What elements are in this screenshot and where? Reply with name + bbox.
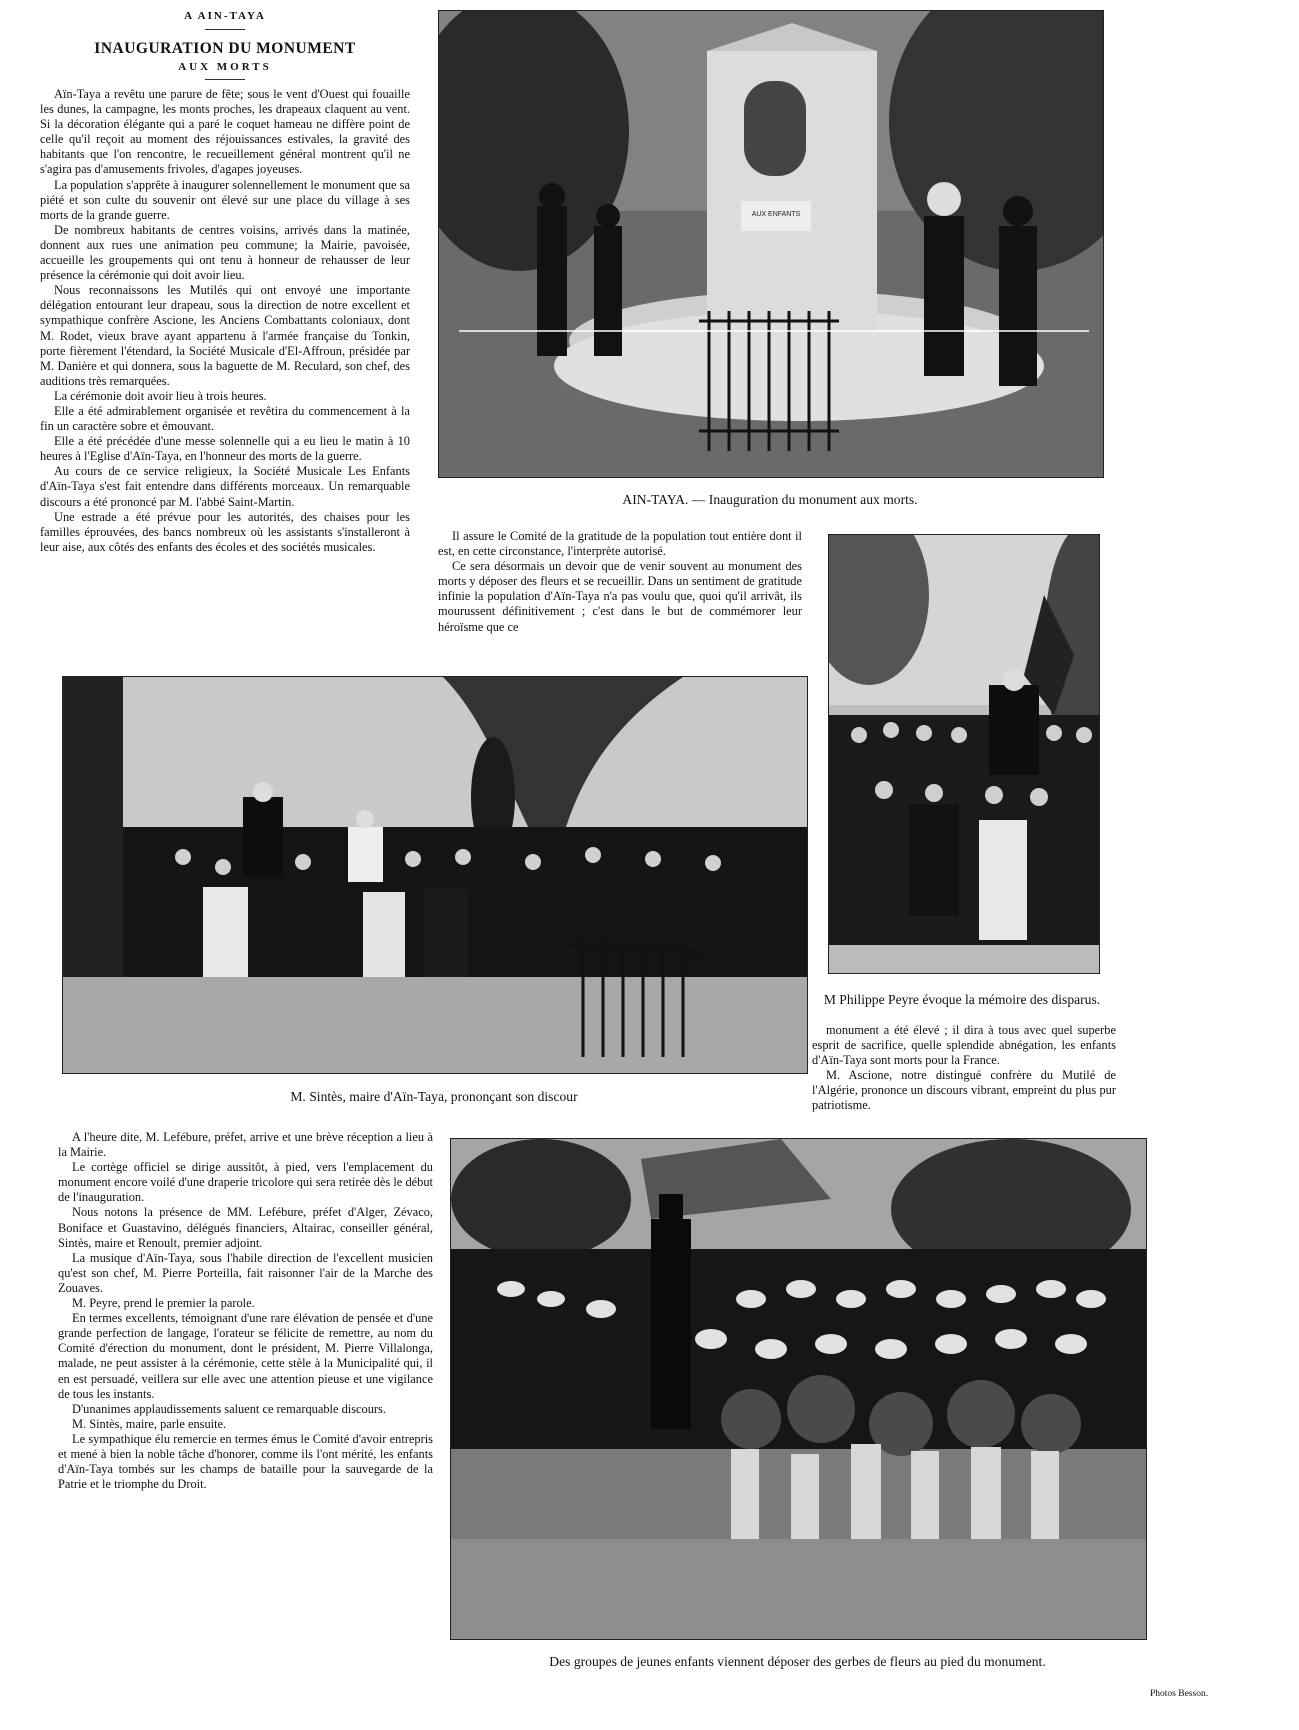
subhead: AUX MORTS (178, 61, 272, 73)
paragraph: Elle a été précédée d'une messe solennelle qui a eu lieu le matin à 10 heures à l'Eglise d'Aïn-Taya, en l'honneur des morts de la guerre. (40, 434, 410, 464)
paragraph: monument a été élevé ; il dira à tous avec quel superbe esprit de sacrifice, quelle splendide abnégation, les enfants d'Aïn-Taya sont morts pour la France. (812, 1023, 1116, 1068)
paragraph: Le sympathique élu remercie en termes émus le Comité d'avoir entrepris et mené à bien la noble tâche d'honorer, comme ils l'ont mérité, les enfants d'Aïn-Taya tombés sur les champs de bataille pour la sauvegarde de la Patrie et le triomphe du Droit. (58, 1431, 433, 1492)
photo-sintes (62, 676, 808, 1074)
caption-sintes: M. Sintès, maire d'Aïn-Taya, prononçant son discour (290, 1089, 578, 1104)
paragraph: Au cours de ce service religieux, la Société Musicale Les Enfants d'Aïn-Taya s'est fait entendre dans différents morceaux. Un remarquable discours a été prononcé par M. l'abbé Saint-Martin. (40, 464, 410, 509)
article-column-2 (438, 529, 802, 655)
photo-monument (438, 10, 1104, 478)
subhead-rule (205, 79, 245, 80)
paragraph: En termes excellents, témoignant d'une rare élévation de pensée et d'une grande perfection de langage, l'orateur se félicite de remettre, au nom du Comité d'érection du monument, dont le président, M. Pierre Villalonga, malade, ne peut assister à la cérémonie, cette stèle à la Municipalité qui, il en est persuadé, veillera sur elle avec une attention pieuse et une vigilance de tous les instants. (58, 1311, 433, 1401)
article-column-1 (40, 87, 410, 654)
photo-children (450, 1138, 1147, 1640)
kicker: A AIN-TAYA (184, 10, 266, 22)
article-column-4 (58, 1130, 433, 1700)
paragraph: Nous notons la présence de MM. Lefébure, préfet d'Alger, Zévaco, Boniface et Guastavino, délégués financiers, Altairac, conseiller général, Sintès, maire et Renoult, premier adjoint. (58, 1205, 433, 1250)
photo-peyre (828, 534, 1100, 974)
paragraph: Nous reconnaissons les Mutilés qui ont envoyé une importante délégation entourant leur drapeau, sous la direction de notre excellent et sympathique confrère Ascione, les Anciens Combattants coloniaux, dont M. Rodet, vieux brave ayant appartenu à l'armée française du Tonkin, porte fièrement l'étendard, la Société Musicale d'El-Affroun, présidée par M. Danière et qui donnera, sous la baguette de M. Reculard, son chef, des auditions très remarquées. (40, 283, 410, 388)
paragraph: Il assure le Comité de la gratitude de la population tout entière dont il est, en cette circonstance, l'interprète autorisé. (438, 529, 802, 559)
photo-credit: Photos Besson. (1150, 1689, 1209, 1699)
paragraph: Ce sera désormais un devoir que de venir souvent au monument des morts y déposer des fleurs et se recueillir. Dans un sentiment de gratitude infinie la population d'Aïn-Taya n'a pas voulu que, quoi qu'il arrivât, ils mourussent définitivement ; c'est dans le but de commémorer leur héroïsme que ce (438, 559, 802, 634)
caption-children: Des groupes de jeunes enfants viennent déposer des gerbes de fleurs au pied du monument. (549, 1654, 1046, 1669)
paragraph: Elle a été admirablement organisée et revêtira du commencement à la fin un caractère sobre et émouvant. (40, 403, 410, 434)
paragraph: D'unanimes applaudissements saluent ce remarquable discours. (72, 1401, 386, 1416)
article-column-3 (812, 1023, 1116, 1121)
paragraph: La musique d'Aïn-Taya, sous l'habile direction de l'excellent musicien qu'est son chef, M. Pierre Porteilla, fait raisonner l'air de la Marche des Zouaves. (58, 1250, 433, 1295)
monument-plaque: AUX ENFANTS (751, 211, 801, 218)
paragraph: Une estrade a été prévue pour les autorités, des chaises pour les familles éprouvées, des bancs nombreux où les assistants s'installeront à leur aise, aux côtés des enfants des écoles et des sociétés musicales. (40, 509, 410, 554)
paragraph: A l'heure dite, M. Lefébure, préfet, arrive et une brève réception a lieu à la Mairie. (58, 1130, 433, 1160)
headline: INAUGURATION DU MONUMENT (94, 40, 356, 57)
paragraph: Aïn-Taya a revêtu une parure de fête; sous le vent d'Ouest qui fouaille les dunes, la campagne, les monts proches, les drapeaux claquent au vent. Si la décoration élégante qui a paré le coquet hameau ne diffère point de celle qu'il reçoit au moment des réjouissances estivales, la gravité des habitants que l'on rencontre, le recueillement général montrent qu'il ne s'agira pas d'amusements frivoles, d'agapes joyeuses. (40, 87, 410, 177)
paragraph: La cérémonie doit avoir lieu à trois heures. (54, 388, 267, 403)
kicker-rule (205, 29, 245, 30)
paragraph: M. Ascione, notre distingué confrère du Mutilé de l'Algérie, prononce un discours vibrant, empreint du plus pur patriotisme. (812, 1068, 1116, 1113)
paragraph: M. Peyre, prend le premier la parole. (72, 1296, 255, 1311)
paragraph: La population s'apprête à inaugurer solennellement le monument que sa piété et son culte du souvenir ont élevé sur une place du village à ses morts de la grande guerre. (40, 177, 410, 222)
caption-monument: AIN-TAYA. — Inauguration du monument aux morts. (622, 492, 918, 507)
paragraph: De nombreux habitants de centres voisins, arrivés dans la matinée, donnent aux rues une animation peu commune; la Mairie, pavoisée, accueille les groupements qui ont tenu à honneur de rehausser de leur présence la cérémonie qui doit avoir lieu. (40, 222, 410, 283)
caption-peyre: M Philippe Peyre évoque la mémoire des disparus. (823, 992, 1101, 1007)
paragraph: Le cortège officiel se dirige aussitôt, à pied, vers l'emplacement du monument encore voilé d'une draperie tricolore qui sera retirée dès le début de l'inauguration. (58, 1160, 433, 1205)
paragraph: M. Sintès, maire, parle ensuite. (72, 1416, 227, 1431)
